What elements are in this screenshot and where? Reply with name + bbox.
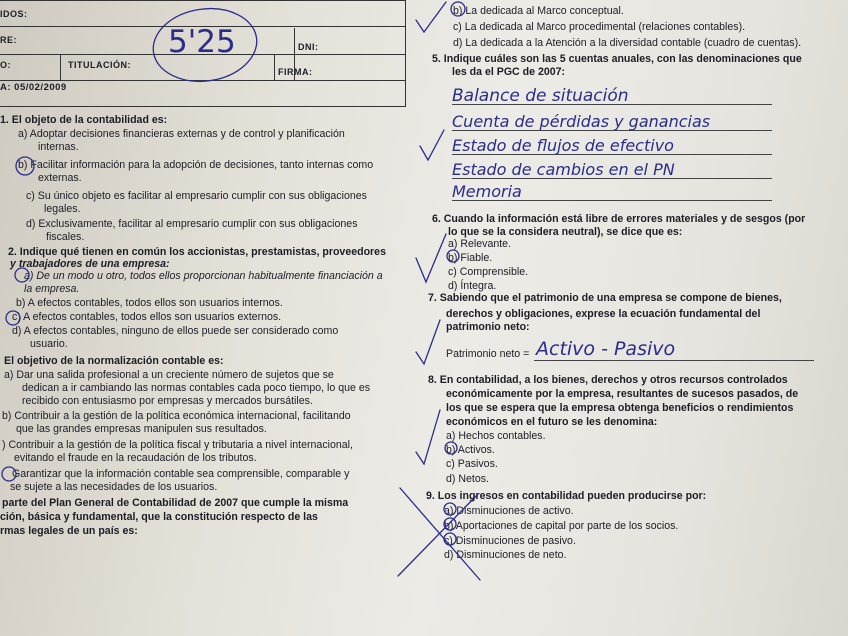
- answer-circle: [451, 2, 465, 16]
- q3-option-a: a) Dar una salida profesional a un creciente número de sujetos que se: [4, 369, 334, 381]
- q4-option-c: c) La dedicada al Marco procedimental (relaciones contables).: [453, 21, 746, 33]
- answer-circle: [447, 250, 459, 262]
- question-7-cont: derechos y obligaciones, exprese la ecuación fundamental del: [446, 308, 761, 320]
- question-4: parte del Plan General de Contabilidad de 2007 que cumple la misma: [2, 497, 349, 509]
- fecha-label: A: 05/02/2009: [0, 82, 67, 93]
- q3-option-d-cont: se sujete a las necesidades de los usuarios.: [10, 481, 218, 493]
- answer-circle: [16, 157, 34, 175]
- q4-option-d: d) La dedicada a la Atención a la diversidad contable (cuadro de cuentas).: [453, 37, 802, 49]
- q5-answer-2: Cuenta de pérdidas y ganancias: [452, 112, 711, 131]
- answer-circle: [444, 533, 456, 545]
- answer-circle: [445, 442, 457, 454]
- q3-option-a-cont2: recibido con entusiasmo por empresas y mercados bursátiles.: [22, 395, 313, 407]
- question-2-cont: y trabajadores de una empresa:: [10, 258, 170, 270]
- q3-option-c-cont: evitando el fraude en la recaudación de los tributos.: [14, 452, 257, 464]
- question-8-cont2: los que se espera que la empresa obtenga beneficios o rendimientos: [446, 402, 794, 414]
- question-9: 9. Los ingresos en contabilidad pueden producirse por:: [426, 490, 707, 502]
- question-1: 1. El objeto de la contabilidad es:: [0, 114, 168, 126]
- check-mark: [420, 130, 444, 160]
- q3-option-b-cont: que las grandes empresas manipulen sus resultados.: [16, 423, 267, 435]
- q1-option-a: a) Adoptar decisiones financieras externas y de control y planificación: [18, 128, 345, 140]
- q4-option-b: b) La dedicada al Marco conceptual.: [453, 5, 624, 17]
- q5-answer-4: Estado de cambios en el PN: [452, 160, 675, 179]
- question-4-cont2: rmas legales de un país es:: [0, 525, 138, 537]
- question-5-cont: les da el PGC de 2007:: [452, 66, 566, 78]
- q2-option-d-cont: usuario.: [30, 338, 68, 350]
- score-circle: [148, 2, 261, 88]
- question-6: 6. Cuando la información está libre de errores materiales y de sesgos (por: [432, 213, 806, 225]
- q5-answer-5: Memoria: [452, 182, 522, 201]
- q2-option-a: a) De un modo u otro, todos ellos proporcionan habitualmente financiación a: [24, 270, 383, 282]
- q8-option-c: c) Pasivos.: [446, 458, 498, 470]
- q6-option-b: b) Fiable.: [448, 252, 493, 264]
- q6-option-d: d) Íntegra.: [448, 280, 497, 292]
- q2-option-c: c) A efectos contables, todos ellos son usuarios externos.: [12, 311, 282, 323]
- q3-option-c: ) Contribuir a la gestión de la política fiscal y tributaria a nivel internacional,: [2, 439, 353, 451]
- firma-label: FIRMA:: [278, 67, 313, 77]
- q1-option-d-cont: fiscales.: [46, 231, 85, 243]
- question-4-cont: ción, básica y fundamental, que la constitución respecto de las: [0, 511, 318, 523]
- check-mark: [416, 410, 440, 464]
- check-mark: [416, 2, 446, 32]
- q5-answer-1: Balance de situación: [452, 86, 629, 106]
- question-2: 2. Indique qué tienen en común los accionistas, prestamistas, proveedores: [8, 246, 386, 258]
- nombre-label: RE:: [0, 35, 17, 45]
- check-mark: [416, 320, 440, 364]
- check-mark: [416, 234, 446, 282]
- handwritten-score: 5'25: [168, 24, 236, 60]
- q1-option-b: b) Facilitar información para la adopción de decisiones, tanto internas como: [18, 159, 374, 171]
- question-8-cont: económicamente por la empresa, resultantes de sucesos pasados, de: [446, 388, 799, 400]
- q2-option-a-cont: la empresa.: [24, 283, 80, 295]
- titulacion-label: TITULACIÓN:: [68, 60, 131, 70]
- q2-option-b: b) A efectos contables, todos ellos son usuarios internos.: [16, 297, 283, 309]
- q7-answer: Activo - Pasivo: [536, 338, 676, 360]
- answer-circle: [6, 311, 20, 325]
- question-8-cont3: económicos en el futuro se les denomina:: [446, 416, 658, 428]
- q1-option-d: d) Exclusivamente, facilitar al empresario cumplir con sus obligaciones: [26, 218, 358, 230]
- q1-option-c-cont: legales.: [44, 203, 81, 215]
- answer-circle: [15, 268, 29, 282]
- curso-label: O:: [0, 60, 11, 70]
- q2-option-d: d) A efectos contables, ninguno de ellos puede ser considerado como: [12, 325, 339, 337]
- q9-option-a: a) Disminuciones de activo.: [444, 505, 574, 517]
- answer-circle: [2, 467, 16, 481]
- question-5: 5. Indique cuáles son las 5 cuentas anuales, con las denominaciones que: [432, 53, 802, 65]
- cross-mark: [400, 488, 480, 580]
- q9-option-b: b) Aportaciones de capital por parte de los socios.: [444, 520, 679, 532]
- q8-option-a: a) Hechos contables.: [446, 430, 546, 442]
- q3-option-b: b) Contribuir a la gestión de la política económica internacional, facilitando: [2, 410, 351, 422]
- dni-label: DNI:: [298, 42, 319, 52]
- q1-option-a-cont: internas.: [38, 141, 79, 153]
- answer-circle: [444, 503, 456, 515]
- q1-option-b-cont: externas.: [38, 172, 82, 184]
- question-7-cont2: patrimonio neto:: [446, 321, 530, 333]
- question-3: El objetivo de la normalización contable es:: [4, 355, 224, 367]
- question-7: 7. Sabiendo que el patrimonio de una empresa se compone de bienes,: [428, 292, 782, 304]
- question-6-cont: lo que se la considera neutral), se dice que es:: [448, 226, 683, 238]
- q7-label: Patrimonio neto =: [446, 348, 530, 360]
- q1-option-c: c) Su único objeto es facilitar al empresario cumplir con sus obligaciones: [26, 190, 367, 202]
- q5-answer-3: Estado de flujos de efectivo: [452, 136, 674, 155]
- q6-option-a: a) Relevante.: [448, 238, 512, 250]
- question-8: 8. En contabilidad, a los bienes, derechos y otros recursos controlados: [428, 374, 788, 386]
- q3-option-a-cont: dedican a ir cambiando las normas contables cada poco tiempo, lo que es: [22, 382, 371, 394]
- q8-option-d: d) Netos.: [446, 473, 489, 485]
- answer-circle: [444, 518, 456, 530]
- q3-option-d: Garantizar que la información contable sea comprensible, comparable y: [12, 468, 350, 480]
- q8-option-b: b) Activos.: [446, 444, 495, 456]
- q9-option-c: c) Disminuciones de pasivo.: [444, 535, 576, 547]
- apellidos-label: IDOS:: [0, 9, 28, 19]
- q6-option-c: c) Comprensible.: [448, 266, 529, 278]
- q9-option-d: d) Disminuciones de neto.: [444, 549, 567, 561]
